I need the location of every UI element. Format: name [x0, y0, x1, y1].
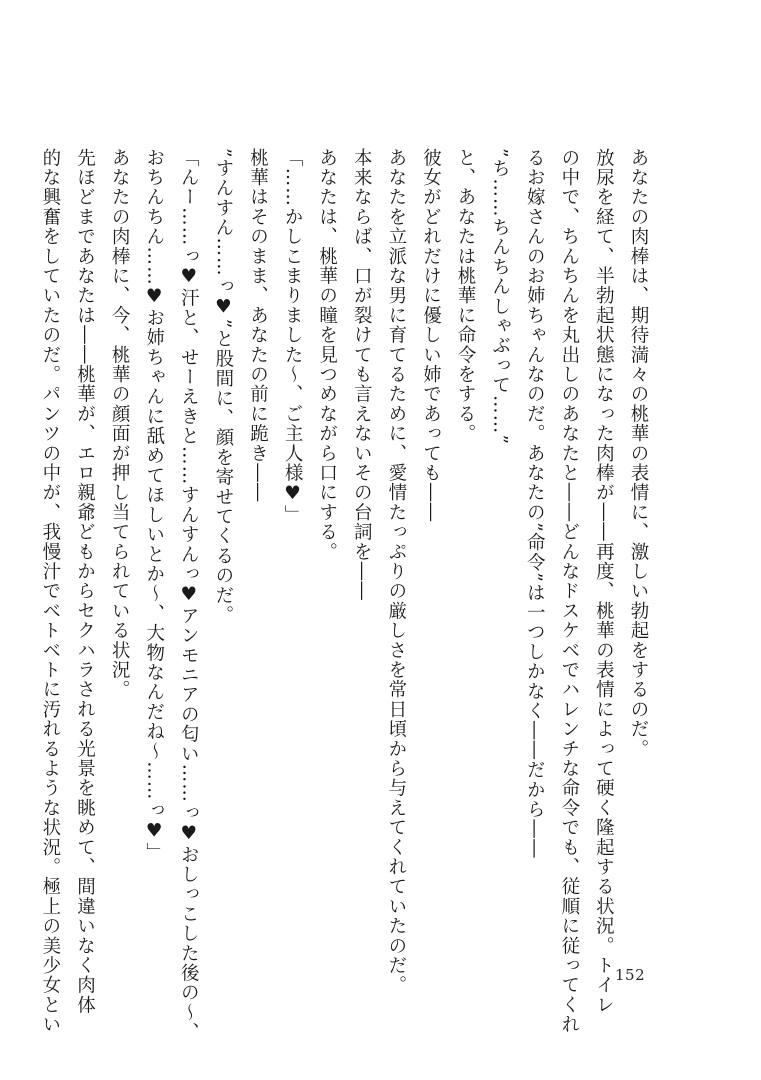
- text-line: あなたは、桃華の瞳を見つめながら口にする。: [316, 148, 338, 562]
- text-line: 本来ならば、口が裂けても言えないその台詞を――: [351, 148, 373, 602]
- text-line: 先ほどまであなたは――桃華が、エロ親爺どもからセクハラされる光景を眺めて、間違いなく肉体: [74, 148, 96, 1015]
- text-line: おちんちん……♥お姉ちゃんに舐めてほしいとか～、大物なんだね～……っ♥」: [143, 148, 165, 863]
- text-line: 彼女がどれだけに優しい姉であっても――: [420, 148, 442, 523]
- text-line: あなたを立派な男に育てるために、愛情たっぷりの厳しさを常日頃から与えてくれていたのだ。: [385, 148, 407, 996]
- text-line: の中で、ちんちんを丸出しのあなたと――どんなドスケベでハレンチな命令でも、従順に従ってくれ: [558, 148, 580, 1035]
- text-line: 放尿を経て、半勃起状態になった肉棒が――再度、桃華の表情によって硬く隆起する状況。トイレ: [593, 148, 615, 1015]
- page-number: 152: [615, 966, 646, 984]
- text-line: 「んー……っ♥汗と、せーえきと……すんすんっ♥アンモニアの匂い……っ♥おしっこした後の～、: [178, 148, 200, 1042]
- text-line: あなたの肉棒は、期待満々の桃華の表情に、激しい勃起をするのだ。: [628, 148, 649, 759]
- text-line: あなたの肉棒に、今、桃華の顔面が押し当てられている状況。: [109, 148, 131, 700]
- text-line: 「……かしこまりました～、ご主人様♥」: [282, 148, 304, 525]
- text-line: 桃華はそのまま、あなたの前に跪き――: [247, 148, 269, 503]
- text-line: ”ち……ちんちんしゃぶって……”: [489, 148, 511, 446]
- text-line: 的な興奮をしていたのだ。パンツの中が、我慢汁でベトベトに汚れるような状況。極上の美少女とい: [39, 148, 61, 1035]
- text-line: るお嫁さんのお姉ちゃんなのだ。あなたの”命令”は一つしかなく――だから――: [524, 148, 546, 859]
- text-line: ”すんすん……っ♥”と股間に、顔を寄せてくるのだ。: [212, 148, 234, 625]
- text-line: と、あなたは桃華に命令をする。: [455, 148, 477, 444]
